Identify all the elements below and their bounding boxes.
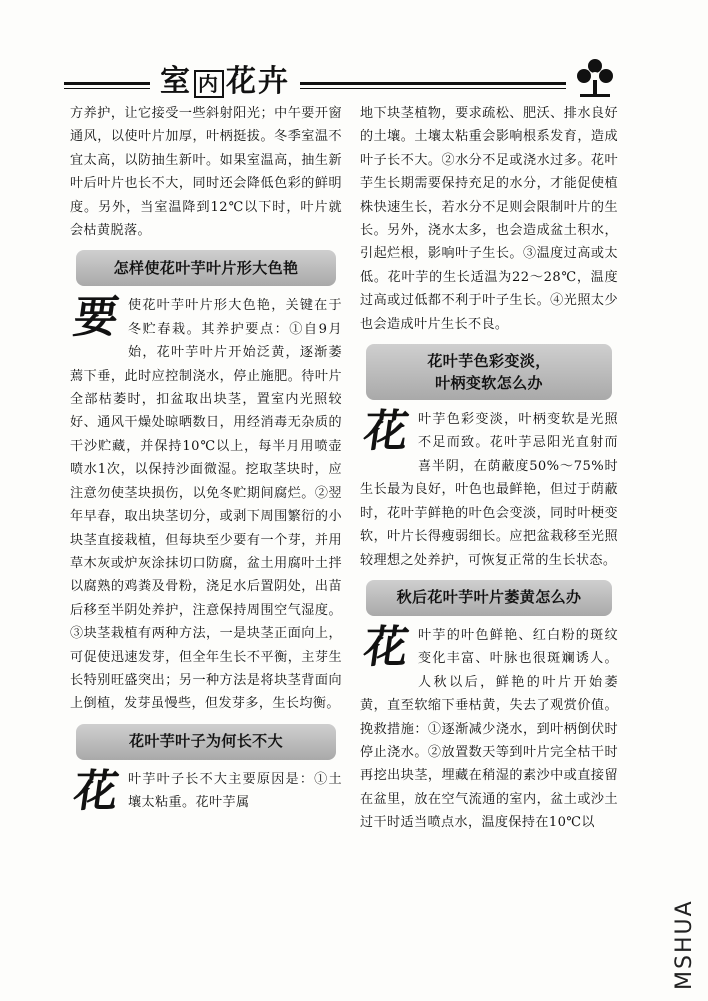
section-1-paragraph (70, 294, 342, 715)
title-char-2: 内 (194, 70, 224, 98)
section-2-body: 叶芋叶子长不大主要原因是：①土壤太粘重。花叶芋属 (128, 771, 342, 811)
right-intro-paragraph: 地下块茎植物，要求疏松、肥沃、排水良好的土壤。土壤太粘重会影响根系发育，造成叶子长不大。②水分不足或浇水过多。花叶芋生长期需要保持充足的水分，才能促使植株快速生长，若水分不足则会限制叶片的生长。另外，浇水太多，也会造成盆土积水，引起烂根，影响叶子生长。③温度过高或太低。花叶芋的生长适温为22～28℃，温度过高或过低都不利于叶子生长。④光照太少也会造成叶片生长不良。 (360, 106, 618, 332)
right-column (360, 102, 618, 835)
drop-cap: 花 (360, 621, 412, 673)
section-heading-3-line-1: 花叶芋色彩变淡， (427, 352, 551, 371)
section-heading-4: 秋后花叶芋叶片萎黄怎么办 (366, 580, 612, 616)
flower-icon (572, 54, 618, 100)
left-column (70, 102, 342, 816)
header-rule-thin (64, 88, 566, 89)
section-2-paragraph (70, 765, 342, 817)
section-3-paragraph (360, 408, 618, 572)
section-4-paragraph (360, 621, 618, 835)
section-4-body: 叶芋的叶色鲜艳、红白粉的斑纹变化丰富、叶脉也很斑斓诱人。人秋以后，鲜艳的叶片开始萎黄，直至软缩下垂枯黄，失去了观赏价值。挽救措施：①逐渐减少浇水，到叶柄倒伏时停止浇水。②放置数天等到叶片完全枯干时再挖出块茎，埋藏在稍湿的素沙中或直接留在盆里，放在空气流通的室内，盆土或沙土过干时适当喷点水，温度保持在10℃以 (360, 627, 618, 831)
header-rule (64, 82, 566, 85)
drop-cap: 花 (360, 406, 412, 458)
title-char-3: 花卉 (226, 64, 290, 99)
section-3-body: 叶芋色彩变淡，叶柄变软是光照不足而致。花叶芋忌阳光直射而喜半阴，在荫蔽度50%～75%时生长最为良好，叶色也最鲜艳，但过于荫蔽时，花叶芋鲜艳的叶色会变淡，同时叶梗变软，叶片长得瘦弱细长。应把盆栽移至光照较理想之处养护，可恢复正常的生长状态。 (360, 412, 618, 568)
section-title (150, 56, 300, 100)
watermark: MSHUA (672, 899, 697, 990)
drop-cap: 要 (70, 292, 122, 344)
left-intro-paragraph: 方养护，让它接受一些斜射阳光；中午要开窗通风，以使叶片加厚，叶柄挺拔。冬季室温不宜太高，以防抽生新叶。如果室温高，抽生新叶后叶片也长不大，同时还会降低色彩的鲜明度。另外，当室温降到12℃以下时，叶片就会枯黄脱落。 (70, 106, 342, 239)
section-heading-3-line-2: 叶柄变软怎么办 (435, 374, 543, 393)
section-heading-2: 花叶芋叶子为何长不大 (76, 724, 336, 760)
section-heading-1: 怎样使花叶芋叶片形大色艳 (76, 250, 336, 286)
page-header (60, 54, 620, 104)
drop-cap: 花 (70, 765, 122, 817)
section-heading-3 (366, 344, 612, 400)
title-char-1: 室 (160, 64, 192, 99)
section-1-body: 使花叶芋叶片形大色艳，关键在于冬贮春栽。其养护要点：①自9月始，花叶芋叶片开始泛黄，逐渐萎蔫下垂，此时应控制浇水，停止施肥。待叶片全部枯萎时，扣盆取出块茎，置室内光照较好、通风干燥处晾晒数日，用经消毒无杂质的干沙贮藏，并保持10℃以上，每半月用喷壶喷水1次，以保持沙面微湿。挖取茎块时，应注意勿使茎块损伤，以免冬贮期间腐烂。②翌年早春，取出块茎切分，或剥下周围繁衍的小块茎直接栽植，但每块至少要有一个芽，并用草木灰或炉灰涂抹切口防腐，盆土用腐叶土拌以腐熟的鸡粪及骨粉，浇足水后置阴处，出苗后移至半阴处养护，注意保持周围空气湿度。③块茎栽植有两种方法，一是块茎正面向上，可促使迅速发芽，但全年生长不平衡，主芽生长特别旺盛突出；另一种方法是将块茎背面向上倒植，发芽虽慢些，但发芽多，生长均衡。 (70, 298, 342, 712)
